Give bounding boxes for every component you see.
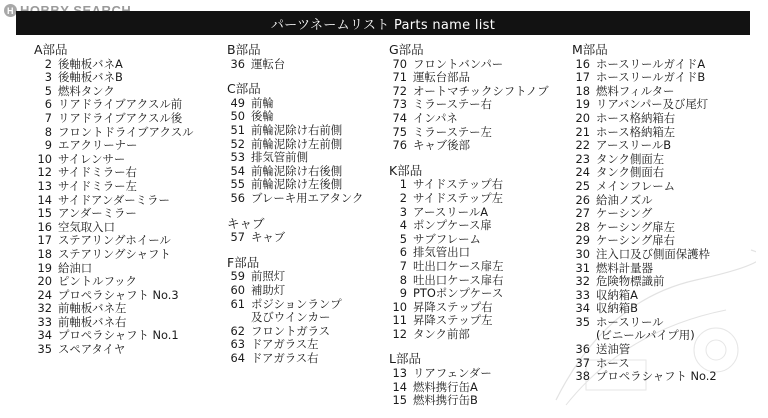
part-number: 9 xyxy=(44,138,52,153)
part-item xyxy=(568,194,717,208)
part-number: 23 xyxy=(575,151,590,166)
part-number: 63 xyxy=(230,337,245,352)
part-name: 排気管出口 xyxy=(413,245,470,260)
part-item xyxy=(385,71,549,85)
section-title: F部品 xyxy=(227,254,260,270)
part-number: 56 xyxy=(230,190,245,205)
part-name: 昇降ステップ左 xyxy=(413,313,493,328)
part-name: ケーシング扉右 xyxy=(596,233,675,248)
part-item xyxy=(30,221,194,235)
part-item xyxy=(568,316,717,330)
part-item xyxy=(223,58,363,72)
part-number: 16 xyxy=(37,219,52,234)
part-number: 32 xyxy=(37,301,52,316)
part-name: 前軸板バネ左 xyxy=(58,301,127,316)
part-name: ドアガラス右 xyxy=(251,350,319,365)
part-number: 53 xyxy=(230,150,245,165)
part-number: 2 xyxy=(44,56,52,71)
part-name: PTOポンプケース xyxy=(413,286,504,301)
part-item xyxy=(223,138,363,152)
part-number: 32 xyxy=(575,274,590,289)
part-name: 給油ノズル xyxy=(596,192,653,207)
part-number: 30 xyxy=(575,246,590,261)
part-item xyxy=(30,207,194,221)
part-name: ポンプケース扉 xyxy=(413,218,492,233)
part-number: 34 xyxy=(37,328,52,343)
part-number: 36 xyxy=(230,56,245,71)
part-number: 21 xyxy=(575,124,590,139)
part-number: 62 xyxy=(230,323,245,338)
column-3 xyxy=(385,40,549,408)
part-number: 31 xyxy=(575,260,590,275)
part-number: 24 xyxy=(37,287,52,302)
part-item xyxy=(30,329,194,343)
part-number: 33 xyxy=(37,314,52,329)
part-number: 5 xyxy=(44,83,52,98)
part-item xyxy=(568,71,717,85)
part-name: 運転台 xyxy=(251,56,286,71)
part-name: 送油管 xyxy=(596,342,631,357)
part-name: タンク側面左 xyxy=(596,151,665,166)
part-item xyxy=(30,180,194,194)
part-item xyxy=(30,316,194,330)
part-number: 50 xyxy=(230,109,245,124)
part-number: 11 xyxy=(392,313,407,328)
part-name: 後軸板バネA xyxy=(58,56,123,71)
part-item xyxy=(385,85,549,99)
part-name: リアフェンダー xyxy=(413,366,492,381)
part-number: 51 xyxy=(230,122,245,137)
part-name: タンク前部 xyxy=(413,326,470,341)
part-name: プロペラシャフト No.2 xyxy=(596,369,717,384)
section-title: G部品 xyxy=(389,42,424,57)
part-number: 29 xyxy=(575,233,590,248)
part-item xyxy=(385,274,549,288)
part-item xyxy=(568,153,717,167)
part-name: スペアタイヤ xyxy=(58,342,126,357)
part-number: 37 xyxy=(575,355,590,370)
part-item xyxy=(568,166,717,180)
part-name: サイドステップ左 xyxy=(413,190,503,205)
part-number: 19 xyxy=(575,97,590,112)
part-name: リアドライブアクスル後 xyxy=(58,110,183,125)
column-1 xyxy=(30,40,194,357)
part-name: 後軸板バネB xyxy=(58,70,123,85)
part-item xyxy=(568,248,717,262)
part-name: タンク側面右 xyxy=(596,165,665,180)
part-item xyxy=(568,289,717,303)
part-name: ホース格納箱左 xyxy=(596,124,676,139)
part-name: リアバンパー及び尾灯 xyxy=(596,97,709,112)
part-name: 燃料フィルター xyxy=(596,83,675,98)
part-item xyxy=(223,192,363,206)
part-name: ホースリール xyxy=(596,314,664,329)
part-number: 5 xyxy=(399,231,407,246)
part-item xyxy=(223,165,363,179)
part-name: 前輪泥除け左後側 xyxy=(251,177,343,192)
part-number: 72 xyxy=(392,83,407,98)
part-name: 前輪泥除け右後側 xyxy=(251,163,343,178)
part-number: 61 xyxy=(230,296,245,311)
part-name: プロペラシャフト No.1 xyxy=(58,328,179,343)
section-title: A部品 xyxy=(34,42,68,57)
part-name: ホースリールガイドB xyxy=(596,70,706,85)
part-name-continued: (ビニールパイプ用) xyxy=(596,328,695,343)
part-number: 14 xyxy=(37,192,52,207)
part-number: 52 xyxy=(230,136,245,151)
part-name: 燃料携行缶A xyxy=(413,379,478,394)
part-item xyxy=(568,112,717,126)
part-number: 19 xyxy=(37,260,52,275)
part-name-continued: 及びウインカー xyxy=(251,310,331,325)
part-number: 16 xyxy=(575,56,590,71)
part-name: ピントルフック xyxy=(58,274,137,289)
part-name: 吐出口ケース扉右 xyxy=(413,272,504,287)
part-number: 38 xyxy=(575,369,590,384)
logo-mark-icon: H xyxy=(4,4,17,17)
part-name: 空気取入口 xyxy=(58,219,115,234)
part-item xyxy=(568,85,717,99)
part-name: リアドライブアクスル前 xyxy=(58,97,183,112)
part-item xyxy=(568,302,717,316)
part-number: 74 xyxy=(392,110,407,125)
part-name: 給油口 xyxy=(58,260,93,275)
part-name: 後輪 xyxy=(251,109,274,124)
section-title: K部品 xyxy=(389,162,423,178)
part-name: 危険物標識前 xyxy=(596,274,665,289)
part-item xyxy=(30,126,194,140)
part-item xyxy=(568,58,717,72)
part-name: ケーシング扉左 xyxy=(596,219,675,234)
part-item xyxy=(385,260,549,274)
part-name: 注入口及び側面保護枠 xyxy=(596,246,710,261)
part-name: キャブ xyxy=(251,230,286,245)
part-item xyxy=(30,248,194,262)
part-item xyxy=(385,206,549,220)
part-item xyxy=(223,352,363,366)
part-item xyxy=(385,301,549,315)
part-number: 35 xyxy=(37,342,52,357)
part-item xyxy=(568,98,717,112)
part-number: 59 xyxy=(230,269,245,284)
part-item xyxy=(223,298,363,312)
part-item xyxy=(223,231,363,245)
part-item xyxy=(30,58,194,72)
part-name: ホースリールガイドA xyxy=(596,56,706,71)
part-number: 70 xyxy=(392,56,407,71)
part-number: 64 xyxy=(230,350,245,365)
part-number: 1 xyxy=(399,177,407,192)
part-name: 前輪 xyxy=(251,95,274,110)
part-item xyxy=(385,246,549,260)
part-name: 収納箱A xyxy=(596,287,638,302)
part-name: サイドミラー左 xyxy=(58,178,137,193)
part-number: 20 xyxy=(37,274,52,289)
part-number: 34 xyxy=(575,301,590,316)
part-name: 昇降ステップ右 xyxy=(413,299,493,314)
part-item xyxy=(568,126,717,140)
part-number: 8 xyxy=(399,272,407,287)
part-item xyxy=(30,275,194,289)
part-name: ミラーステー左 xyxy=(413,124,492,139)
part-number: 15 xyxy=(37,206,52,221)
part-name: サイドアンダーミラー xyxy=(58,192,170,207)
part-name: フロントガラス xyxy=(251,323,331,338)
part-number: 3 xyxy=(44,70,52,85)
part-number: 76 xyxy=(392,138,407,153)
part-number: 60 xyxy=(230,282,245,297)
part-number: 13 xyxy=(37,178,52,193)
part-item xyxy=(385,112,549,126)
part-number: 13 xyxy=(392,366,407,381)
part-item xyxy=(385,314,549,328)
part-item xyxy=(568,275,717,289)
part-number: 12 xyxy=(37,165,52,180)
part-item xyxy=(223,151,363,165)
part-name: 吐出口ケース扉左 xyxy=(413,258,504,273)
part-name: 前輪泥除け右前側 xyxy=(251,122,343,137)
part-number: 6 xyxy=(399,245,407,260)
part-number: 54 xyxy=(230,163,245,178)
part-item xyxy=(385,287,549,301)
part-item xyxy=(30,112,194,126)
part-name: ミラーステー右 xyxy=(413,97,492,112)
part-item xyxy=(385,233,549,247)
part-number: 15 xyxy=(392,393,407,408)
part-name: 運転台部品 xyxy=(413,70,470,85)
part-number: 26 xyxy=(575,192,590,207)
part-item xyxy=(568,357,717,371)
part-name: 補助灯 xyxy=(251,282,286,297)
section-title: L部品 xyxy=(389,351,421,367)
part-item xyxy=(30,289,194,303)
part-item xyxy=(223,338,363,352)
part-item xyxy=(30,343,194,357)
part-name: 燃料携行缶B xyxy=(413,393,478,408)
part-item xyxy=(385,139,549,153)
part-number: 24 xyxy=(575,165,590,180)
part-number: 7 xyxy=(44,110,52,125)
part-item xyxy=(30,153,194,167)
part-item xyxy=(223,178,363,192)
part-name: プロペラシャフト No.3 xyxy=(58,287,179,302)
part-item xyxy=(30,234,194,248)
part-number: 22 xyxy=(575,138,590,153)
part-number: 14 xyxy=(392,379,407,394)
part-item xyxy=(30,139,194,153)
part-number: 36 xyxy=(575,342,590,357)
column-4 xyxy=(568,40,717,384)
part-number: 28 xyxy=(575,219,590,234)
part-item xyxy=(385,367,549,381)
part-number: 49 xyxy=(230,95,245,110)
part-item xyxy=(568,262,717,276)
part-name: 排気管前側 xyxy=(251,150,308,165)
part-number: 33 xyxy=(575,287,590,302)
part-item xyxy=(568,370,717,384)
part-number: 18 xyxy=(575,83,590,98)
part-name: キャブ後部 xyxy=(413,138,470,153)
part-item xyxy=(223,325,363,339)
part-number: 2 xyxy=(399,190,407,205)
part-item xyxy=(30,71,194,85)
column-2 xyxy=(223,40,363,365)
part-number: 57 xyxy=(230,230,245,245)
part-name: 収納箱B xyxy=(596,301,638,316)
part-item xyxy=(223,124,363,138)
section-title: キャブ xyxy=(227,215,265,231)
part-number: 6 xyxy=(44,97,52,112)
part-item xyxy=(30,194,194,208)
part-number: 20 xyxy=(575,110,590,125)
section-title: C部品 xyxy=(227,81,261,97)
header-title: パーツネームリスト Parts name list xyxy=(270,17,496,33)
part-item xyxy=(568,221,717,235)
part-item xyxy=(568,234,717,248)
part-name: メインフレーム xyxy=(596,178,676,193)
part-item xyxy=(568,139,717,153)
part-item xyxy=(223,284,363,298)
part-number: 7 xyxy=(399,258,407,273)
part-name: アースリールA xyxy=(413,204,488,219)
part-number: 55 xyxy=(230,177,245,192)
part-name: ステアリングホイール xyxy=(58,233,171,248)
part-name: ホース xyxy=(596,355,630,370)
part-item xyxy=(223,110,363,124)
part-name: ケーシング xyxy=(596,206,653,221)
part-item xyxy=(223,97,363,111)
part-number: 35 xyxy=(575,314,590,329)
part-name: オートマチックシフトノブ xyxy=(413,83,549,98)
part-number: 25 xyxy=(575,178,590,193)
part-item xyxy=(30,302,194,316)
part-number: 17 xyxy=(37,233,52,248)
part-name: サブフレーム xyxy=(413,231,481,246)
part-item xyxy=(385,178,549,192)
part-name: 燃料タンク xyxy=(58,83,115,98)
part-number: 17 xyxy=(575,70,590,85)
part-name: 前照灯 xyxy=(251,269,286,284)
parts-list-header xyxy=(16,11,750,35)
part-item xyxy=(385,219,549,233)
part-name: インパネ xyxy=(413,110,458,125)
part-name: フロントドライブアクスル xyxy=(58,124,194,139)
part-name: エアクリーナー xyxy=(58,138,138,153)
part-number: 9 xyxy=(399,286,407,301)
part-name: ブレーキ用エアタンク xyxy=(251,190,364,205)
part-name: アースリールB xyxy=(596,138,672,153)
part-number: 73 xyxy=(392,97,407,112)
part-item xyxy=(385,58,549,72)
part-number: 12 xyxy=(392,326,407,341)
part-name: ステアリングシャフト xyxy=(58,246,171,261)
part-name: フロントバンパー xyxy=(413,56,504,71)
part-item xyxy=(30,85,194,99)
part-item xyxy=(568,180,717,194)
part-number: 3 xyxy=(399,204,407,219)
part-number: 71 xyxy=(392,70,407,85)
part-item xyxy=(568,207,717,221)
part-item xyxy=(385,328,549,342)
part-name: アンダーミラー xyxy=(58,206,137,221)
part-number: 10 xyxy=(37,151,52,166)
part-item xyxy=(385,381,549,395)
part-item xyxy=(30,98,194,112)
part-item xyxy=(30,262,194,276)
part-item xyxy=(568,343,717,357)
part-name: サイドステップ右 xyxy=(413,177,503,192)
part-item xyxy=(385,394,549,408)
part-number: 10 xyxy=(392,299,407,314)
section-title: B部品 xyxy=(227,42,261,57)
part-name: ホース格納箱右 xyxy=(596,110,676,125)
part-item xyxy=(223,270,363,284)
part-name: 前軸板バネ右 xyxy=(58,314,127,329)
part-number: 18 xyxy=(37,246,52,261)
part-name: ドアガラス左 xyxy=(251,337,319,352)
part-name: 燃料計量器 xyxy=(596,260,653,275)
part-item xyxy=(30,166,194,180)
part-item xyxy=(385,98,549,112)
section-title: M部品 xyxy=(572,42,608,57)
part-number: 75 xyxy=(392,124,407,139)
part-item xyxy=(385,192,549,206)
part-name: サイドミラー右 xyxy=(58,165,137,180)
part-number: 8 xyxy=(44,124,52,139)
part-name: サイレンサー xyxy=(58,151,126,166)
part-number: 27 xyxy=(575,206,590,221)
part-name: 前輪泥除け左前側 xyxy=(251,136,343,151)
part-number: 4 xyxy=(399,218,407,233)
part-name: ポジションランプ xyxy=(251,296,342,311)
part-item xyxy=(385,126,549,140)
